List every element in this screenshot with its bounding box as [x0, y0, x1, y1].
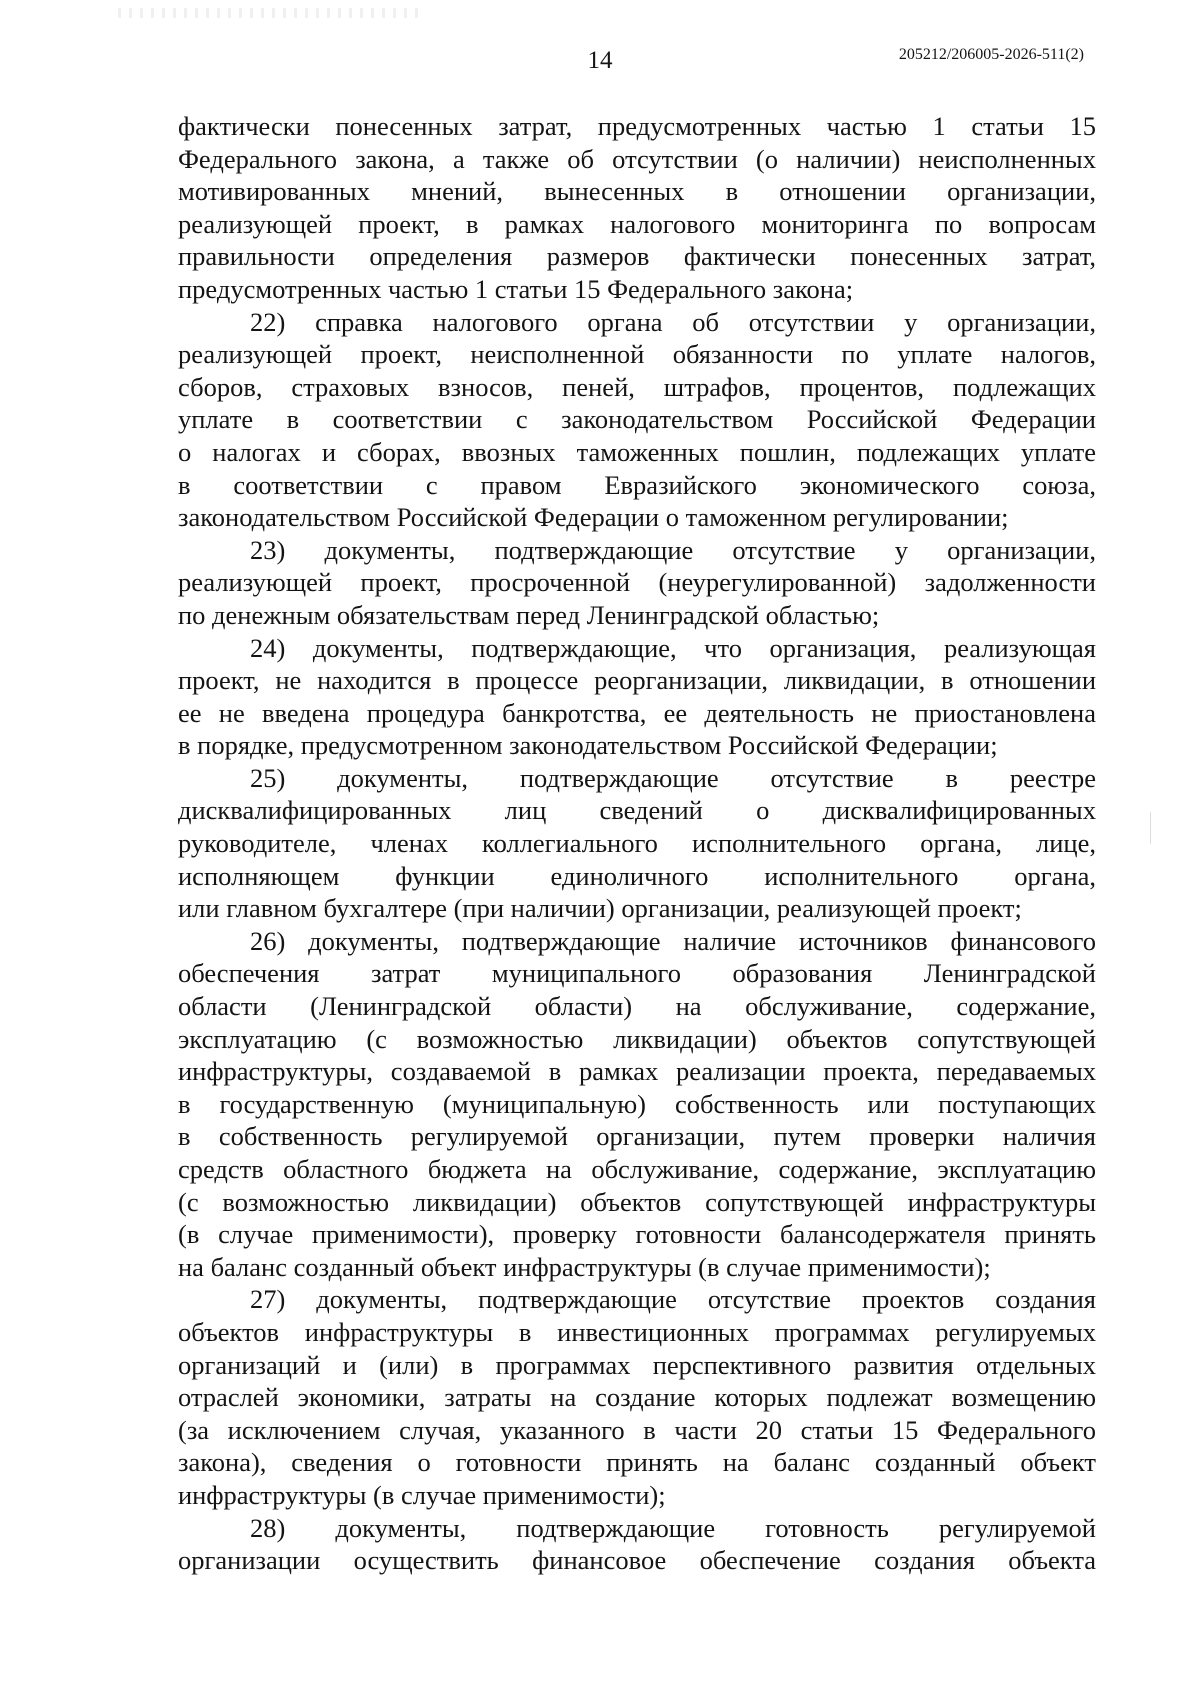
scan-artifact — [118, 8, 418, 18]
paragraph-first-line: 22) справка налогового органа об отсутствии у организации, — [250, 306, 1096, 337]
text-line: объектов инфраструктуры в инвестиционных программах регулируемых — [178, 1316, 1096, 1347]
text-line: организаций и (или) в программах перспективного развития отдельных — [178, 1349, 1096, 1380]
text-line: по денежным обязательствам перед Ленинградской областью; — [178, 599, 880, 630]
text-line: проект, не находится в процессе реорганизации, ликвидации, в отношении — [178, 665, 1096, 696]
text-line: эксплуатацию (с возможностью ликвидации) объектов сопутствующей — [178, 1023, 1096, 1054]
text-line: ее не введена процедура банкротства, ее деятельность не приостановлена — [178, 697, 1096, 728]
page-number: 14 — [587, 47, 613, 74]
text-line: в государственную (муниципальную) собственность или поступающих — [178, 1088, 1096, 1119]
text-line: правильности определения размеров фактически понесенных затрат, — [178, 241, 1096, 272]
text-line: инфраструктуры, создаваемой в рамках реализации проекта, передаваемых — [178, 1056, 1096, 1087]
text-line: (с возможностью ликвидации) объектов сопутствующей инфраструктуры — [178, 1186, 1096, 1217]
text-line: области (Ленинградской области) на обслуживание, содержание, — [178, 991, 1096, 1022]
text-line: средств областного бюджета на обслуживание, содержание, эксплуатацию — [178, 1154, 1096, 1184]
document-id: 205212/206005-2026-511(2) — [898, 46, 1084, 63]
text-line: руководителе, членах коллегиального исполнительного органа, лице, — [178, 828, 1096, 859]
text-line: инфраструктуры (в случае применимости); — [178, 1479, 666, 1510]
text-line: на баланс созданный объект инфраструктуры (в случае применимости); — [178, 1251, 991, 1282]
text-line: в соответствии с правом Евразийского экономического союза, — [178, 469, 1096, 500]
text-line: дисквалифицированных лиц сведений о дисквалифицированных — [178, 795, 1096, 826]
text-line: в собственность регулируемой организации, путем проверки наличия — [178, 1121, 1096, 1152]
text-line: отраслей экономики, затраты на создание которых подлежат возмещению — [178, 1382, 1096, 1413]
text-line: уплате в соответствии с законодательством Российской Федерации — [178, 404, 1096, 435]
text-line: реализующей проект, в рамках налогового мониторинга по вопросам — [178, 208, 1096, 239]
paragraph-first-line: 26) документы, подтверждающие наличие источников финансового — [250, 925, 1096, 956]
margin-mark — [1150, 812, 1151, 844]
text-line: сборов, страховых взносов, пеней, штрафов, процентов, подлежащих — [178, 371, 1096, 402]
text-line: (в случае применимости), проверку готовности балансодержателя принять — [178, 1219, 1096, 1250]
text-line: обеспечения затрат муниципального образования Ленинградской — [178, 958, 1096, 989]
paragraph-first-line: 28) документы, подтверждающие готовность регулируемой — [250, 1512, 1096, 1543]
text-line: (за исключением случая, указанного в части 20 статьи 15 Федерального — [178, 1414, 1096, 1445]
text-line: реализующей проект, просроченной (неурегулированной) задолженности — [178, 567, 1096, 598]
text-line: в порядке, предусмотренном законодательством Российской Федерации; — [178, 730, 998, 761]
body-text — [178, 110, 1096, 1577]
text-line: фактически понесенных затрат, предусмотренных частью 1 статьи 15 — [178, 111, 1096, 141]
text-line: о налогах и сборах, ввозных таможенных пошлин, подлежащих уплате — [178, 436, 1096, 467]
text-line: мотивированных мнений, вынесенных в отношении организации, — [178, 176, 1096, 207]
text-line: исполняющем функции единоличного исполнительного органа, — [178, 860, 1096, 891]
text-line: предусмотренных частью 1 статьи 15 Федерального закона; — [178, 273, 854, 304]
paragraph-first-line: 27) документы, подтверждающие отсутствие проектов создания — [250, 1284, 1096, 1315]
text-line: законодательством Российской Федерации о таможенном регулировании; — [178, 502, 1009, 533]
text-line: закона), сведения о готовности принять на баланс созданный объект — [178, 1447, 1096, 1478]
paragraph-first-line: 24) документы, подтверждающие, что организация, реализующая — [250, 632, 1096, 663]
paragraph-first-line: 25) документы, подтверждающие отсутствие в реестре — [250, 762, 1096, 793]
paragraph-first-line: 23) документы, подтверждающие отсутствие у организации, — [250, 534, 1096, 565]
text-line: или главном бухгалтере (при наличии) организации, реализующей проект; — [178, 893, 1022, 924]
text-line: Федерального закона, а также об отсутствии (о наличии) неисполненных — [178, 143, 1096, 174]
text-line: реализующей проект, неисполненной обязанности по уплате налогов, — [178, 339, 1096, 370]
text-line: организации осуществить финансовое обеспечение создания объекта — [178, 1545, 1096, 1576]
